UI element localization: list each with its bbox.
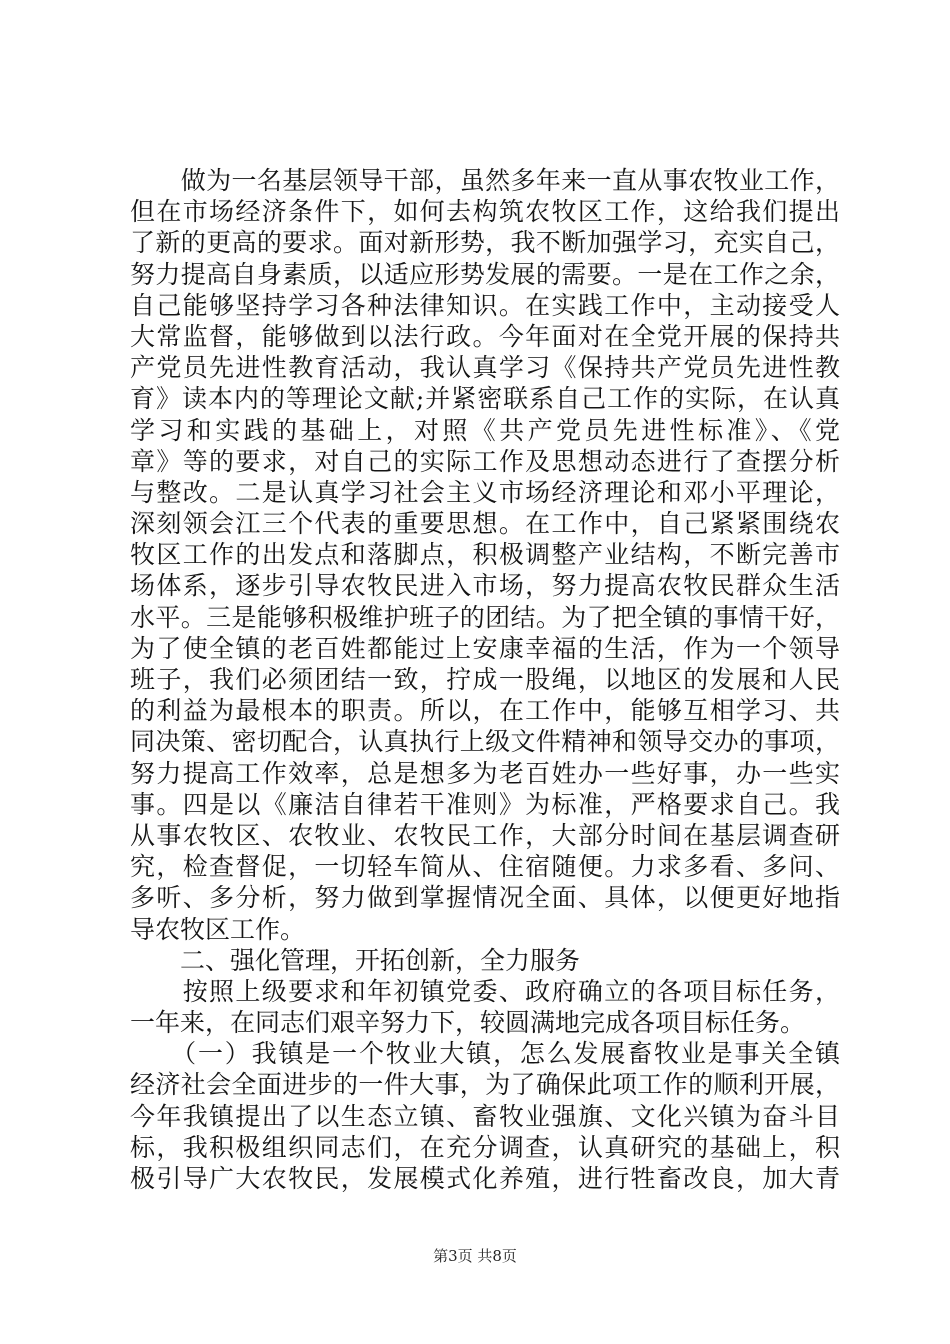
text-line: 班子，我们必须团结一致，拧成一股绳，以地区的发展和人民 bbox=[130, 665, 840, 694]
text-line: 与整改。二是认真学习社会主义市场经济理论和邓小平理论， bbox=[130, 477, 840, 507]
text-line: 事。四是以《廉洁自律若干准则》为标准，严格要求自己。我 bbox=[130, 789, 840, 819]
text-line: 经济社会全面进步的一件大事，为了确保此项工作的顺利开展， bbox=[130, 1070, 840, 1100]
text-line: 但在市场经济条件下，如何去构筑农牧区工作，这给我们提出 bbox=[130, 197, 840, 227]
text-line: 为了使全镇的老百姓都能过上安康幸福的生活，作为一个领导 bbox=[130, 633, 840, 663]
text-line: 从事农牧区、农牧业、农牧民工作，大部分时间在基层调查研 bbox=[130, 820, 840, 850]
text-line: 水平。三是能够积极维护班子的团结。为了把全镇的事情干好， bbox=[130, 602, 840, 632]
text-line: 做为一名基层领导干部，虽然多年来一直从事农牧业工作， bbox=[130, 166, 840, 195]
text-line: 极引导广大农牧民，发展模式化养殖，进行牲畜改良，加大青 bbox=[130, 1164, 840, 1193]
text-line: （一）我镇是一个牧业大镇，怎么发展畜牧业是事关全镇 bbox=[130, 1039, 840, 1069]
text-line: 今年我镇提出了以生态立镇、畜牧业强旗、文化兴镇为奋斗目 bbox=[130, 1101, 840, 1131]
text-line: 了新的更高的要求。面对新形势，我不断加强学习，充实自己， bbox=[130, 228, 840, 258]
text-line: 同决策、密切配合，认真执行上级文件精神和领导交办的事项， bbox=[130, 727, 840, 757]
text-line: 导农牧区工作。 bbox=[130, 914, 306, 944]
text-line: 一年来，在同志们艰辛努力下，较圆满地完成各项目标任务。 bbox=[130, 1008, 806, 1038]
text-line: 自己能够坚持学习各种法律知识。在实践工作中，主动接受人 bbox=[130, 290, 840, 320]
document-body bbox=[130, 165, 840, 1194]
text-line: 牧区工作的出发点和落脚点，积极调整产业结构，不断完善市 bbox=[130, 540, 840, 570]
text-line: 标，我积极组织同志们，在充分调查，认真研究的基础上，积 bbox=[130, 1132, 840, 1162]
text-line: 多听、多分析，努力做到掌握情况全面、具体，以便更好地指 bbox=[130, 883, 840, 913]
text-line: 育》读本内的等理论文献;并紧密联系自己工作的实际，在认真 bbox=[130, 384, 840, 414]
text-line: 章》等的要求，对自己的实际工作及思想动态进行了查摆分析 bbox=[130, 446, 840, 476]
text-line: 的利益为最根本的职责。所以，在工作中，能够互相学习、共 bbox=[130, 696, 840, 726]
text-line: 学习和实践的基础上，对照《共产党员先进性标准》、《党 bbox=[130, 415, 840, 445]
text-line: 大常监督，能够做到以法行政。今年面对在全党开展的保持共 bbox=[130, 321, 840, 351]
text-line: 究，检查督促，一切轻车简从、住宿随便。力求多看、多问、 bbox=[130, 852, 840, 882]
page-number-footer: 第3页 共8页 bbox=[433, 1247, 517, 1265]
text-line: 努力提高自身素质，以适应形势发展的需要。一是在工作之余， bbox=[130, 259, 840, 289]
text-line: 产党员先进性教育活动，我认真学习《保持共产党员先进性教 bbox=[130, 353, 840, 383]
section-heading: 二、强化管理，开拓创新，全力服务 bbox=[130, 945, 581, 975]
text-line: 场体系，逐步引导农牧民进入市场，努力提高农牧民群众生活 bbox=[130, 571, 840, 601]
text-line: 努力提高工作效率，总是想多为老百姓办一些好事，办一些实 bbox=[130, 758, 840, 788]
text-line: 深刻领会江三个代表的重要思想。在工作中，自己紧紧围绕农 bbox=[130, 509, 840, 539]
text-line: 按照上级要求和年初镇党委、政府确立的各项目标任务， bbox=[130, 976, 840, 1006]
